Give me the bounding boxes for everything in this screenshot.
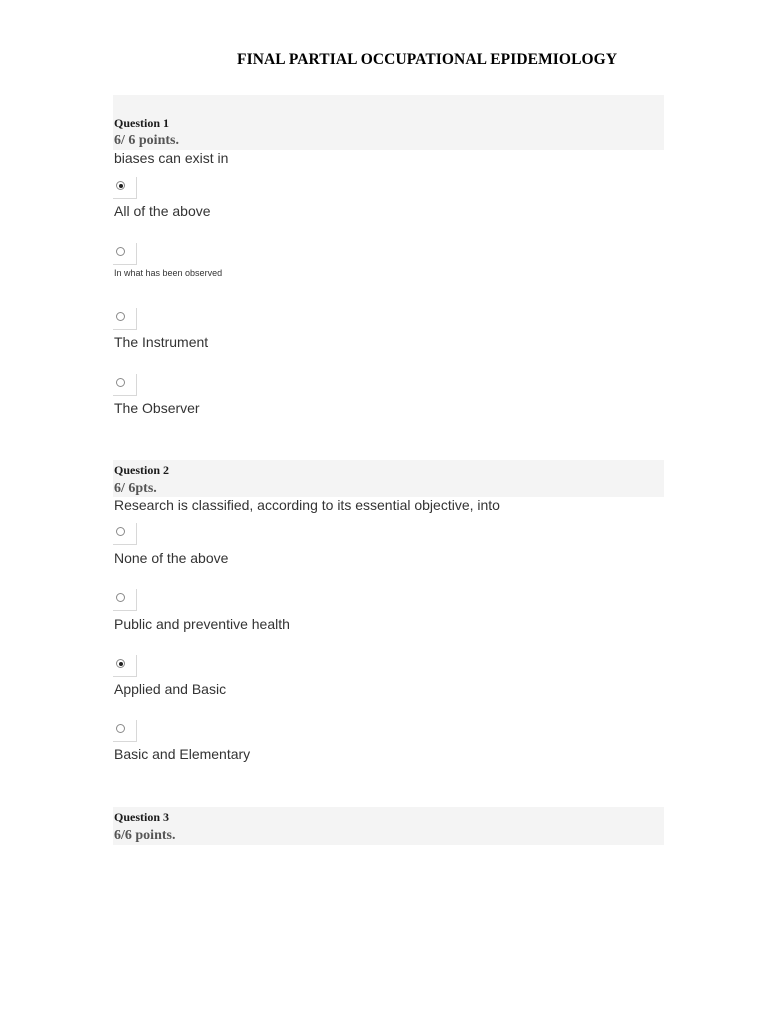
question-2-option-4-radio-box[interactable] [113, 720, 137, 742]
question-3-label: Question 3 [114, 810, 170, 824]
radio-unselected-icon[interactable] [116, 724, 125, 733]
question-1-option-2-radio-box[interactable] [113, 243, 137, 265]
question-2-option-2-radio-box[interactable] [113, 589, 137, 611]
radio-unselected-icon[interactable] [116, 593, 125, 602]
question-2-option-3-radio-box[interactable] [113, 655, 137, 677]
page-title: FINAL PARTIAL OCCUPATIONAL EPIDEMIOLOGY [237, 51, 618, 68]
radio-selected-icon[interactable] [116, 659, 125, 668]
question-3-header [113, 807, 664, 845]
question-1-header [113, 95, 664, 150]
question-2-score: 6/ 6pts. [114, 481, 157, 496]
radio-unselected-icon[interactable] [116, 247, 125, 256]
radio-unselected-icon[interactable] [116, 527, 125, 536]
question-1-score: 6/ 6 points. [114, 133, 179, 148]
radio-unselected-icon[interactable] [116, 378, 125, 387]
question-1-option-4-label: The Observer [114, 400, 200, 416]
question-1-option-2-label: In what has been observed [114, 268, 223, 278]
question-3-score: 6/6 points. [114, 828, 176, 843]
question-1-option-3-label: The Instrument [114, 334, 209, 350]
question-1-option-1-radio-box[interactable] [113, 177, 137, 199]
question-1-prompt: biases can exist in [114, 150, 229, 166]
question-2-option-1-radio-box[interactable] [113, 523, 137, 545]
question-2-option-1-label: None of the above [114, 550, 229, 566]
question-2-label: Question 2 [114, 463, 170, 477]
question-2-header [113, 460, 664, 497]
question-2-option-4-label: Basic and Elementary [114, 746, 251, 762]
radio-selected-icon[interactable] [116, 181, 125, 190]
question-1-option-1-label: All of the above [114, 203, 211, 219]
question-1-option-3-radio-box[interactable] [113, 308, 137, 330]
question-2-option-3-label: Applied and Basic [114, 681, 227, 697]
question-2-prompt: Research is classified, according to its essential objective, into [114, 497, 500, 513]
radio-unselected-icon[interactable] [116, 312, 125, 321]
question-1-label: Question 1 [114, 116, 170, 130]
question-1-option-4-radio-box[interactable] [113, 374, 137, 396]
question-2-option-2-label: Public and preventive health [114, 616, 290, 632]
